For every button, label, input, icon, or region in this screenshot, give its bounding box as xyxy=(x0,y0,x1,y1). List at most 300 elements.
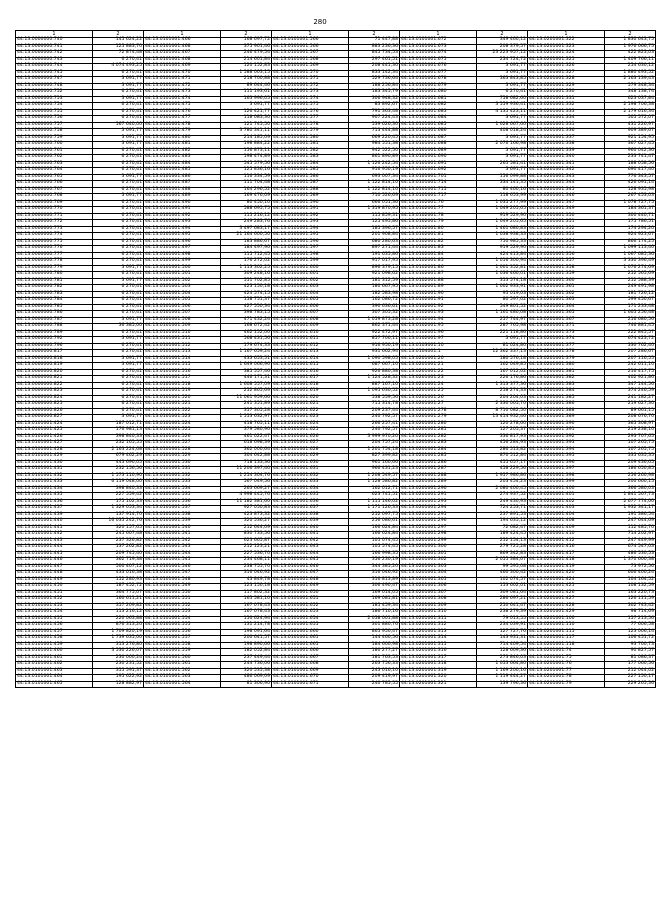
cadastral-value-cell: 961 160,66 xyxy=(349,460,400,467)
cadastral-value-cell: 690 417,40 xyxy=(605,168,656,175)
cadastral-value-cell: 246 479,54 xyxy=(221,51,272,58)
cadastral-value-cell: 256 086,61 xyxy=(349,519,400,526)
cadastral-number-cell: 44:13:0201001:382 xyxy=(528,376,605,383)
cadastral-value-cell: 6 270,41 xyxy=(93,57,144,64)
cadastral-value-cell: 169 014,05 xyxy=(349,590,400,597)
cadastral-number-cell: 44:13:0101001:430 xyxy=(16,460,93,467)
cadastral-number-cell: 44:13:0101001:448 xyxy=(16,571,93,578)
cadastral-number-cell: 44:13:0000000:825 xyxy=(16,402,93,409)
cadastral-value-cell: 1 124 528,32 xyxy=(349,376,400,383)
cadastral-value-cell: 89 644,46 xyxy=(221,83,272,90)
cadastral-value-cell: 157 213,56 xyxy=(605,616,656,623)
cadastral-number-cell: 44:13:0201001:350 xyxy=(528,213,605,220)
cadastral-number-cell: 44:13:0101001:562 xyxy=(144,668,221,675)
cadastral-number-cell: 44:13:0101001:488 xyxy=(144,187,221,194)
cadastral-value-cell: 212 044,02 xyxy=(605,668,656,675)
cadastral-number-cell: 44:13:0101001:514 xyxy=(144,356,221,363)
cadastral-number-cell: 44:13:0000000:745 xyxy=(16,70,93,77)
cadastral-number-cell: 44:13:0201001:419 xyxy=(528,564,605,571)
cadastral-value-cell: 4 074 493,25 xyxy=(93,64,144,71)
cadastral-value-cell: 137 262,82 xyxy=(93,545,144,552)
cadastral-number-cell: 44:13:0201001:359 xyxy=(528,272,605,279)
cadastral-number-cell: 44:13:0101001:631 xyxy=(272,467,349,474)
cadastral-value-cell: 247 644,69 xyxy=(605,519,656,526)
cadastral-value-cell: 79 013,55 xyxy=(477,616,528,623)
cadastral-number-cell: 44:13:0201001:21 xyxy=(400,363,477,370)
cadastral-value-cell: 116 334,59 xyxy=(221,174,272,181)
cadastral-number-cell: 44:13:0101001:628 xyxy=(272,447,349,454)
cadastral-number-cell: 44:13:0000000:775 xyxy=(16,239,93,246)
cadastral-value-cell: 422 823,03 xyxy=(605,51,656,58)
cadastral-number-cell: 44:13:0101001:584 xyxy=(272,161,349,168)
cadastral-value-cell: 966 431,23 xyxy=(349,467,400,474)
cadastral-number-cell: 44:13:0000000:774 xyxy=(16,233,93,240)
cadastral-value-cell: 222 845,57 xyxy=(605,330,656,337)
cadastral-number-cell: 44:13:0201001:77 xyxy=(528,668,605,675)
cadastral-number-cell: 44:13:0101001:534 xyxy=(144,486,221,493)
cadastral-number-cell: 44:13:0101001:633 xyxy=(272,480,349,487)
cadastral-value-cell: 105 574,45 xyxy=(349,545,400,552)
cadastral-number-cell: 44:13:0101001:444 xyxy=(16,545,93,552)
cadastral-value-cell: 924 923,67 xyxy=(605,233,656,240)
cadastral-number-cell: 44:13:0201001:300 xyxy=(400,545,477,552)
cadastral-number-cell: 44:13:0101001:591 xyxy=(272,207,349,214)
cadastral-number-cell: 44:13:0101001:525 xyxy=(144,428,221,435)
cadastral-value-cell: 121 745,50 xyxy=(221,122,272,129)
cadastral-value-cell: 3 691,77 xyxy=(93,142,144,149)
cadastral-value-cell: 180 576,18 xyxy=(477,356,528,363)
cadastral-value-cell: 234 039,91 xyxy=(477,623,528,630)
cadastral-number-cell: 44:13:0201001:343 xyxy=(528,174,605,181)
cadastral-value-cell: 6 270,41 xyxy=(93,226,144,233)
header-cell: 2 xyxy=(221,31,272,38)
cadastral-value-cell: 98 714,69 xyxy=(605,610,656,617)
cadastral-number-cell: 44:13:0101001:439 xyxy=(16,512,93,519)
cadastral-value-cell: 6 270,41 xyxy=(93,246,144,253)
cadastral-number-cell: 44:13:0101001:529 xyxy=(144,454,221,461)
cadastral-number-cell: 44:13:0201001:403 xyxy=(528,506,605,513)
cadastral-value-cell: 713 444,88 xyxy=(349,129,400,136)
cadastral-value-cell: 220 063,88 xyxy=(93,616,144,623)
cadastral-value-cell: 674 547,03 xyxy=(605,545,656,552)
cadastral-number-cell: 44:13:0000000:748 xyxy=(16,83,93,90)
cadastral-number-cell: 44:13:0102001:81 xyxy=(400,233,477,240)
cadastral-value-cell: 115 216,12 xyxy=(221,213,272,220)
cadastral-value-cell: 6 270,41 xyxy=(93,213,144,220)
cadastral-value-cell: 1 605 256,48 xyxy=(605,311,656,318)
cadastral-value-cell: 286 513,82 xyxy=(477,447,528,454)
cadastral-value-cell: 3 691,77 xyxy=(93,194,144,201)
cadastral-value-cell: 356 230,19 xyxy=(349,558,400,565)
cadastral-value-cell: 833 142,34 xyxy=(349,70,400,77)
cadastral-value-cell: 374 246,59 xyxy=(605,389,656,396)
cadastral-value-cell: 424 413,84 xyxy=(477,252,528,259)
cadastral-number-cell: 44:13:0201001:278 xyxy=(400,408,477,415)
cadastral-number-cell: 44:13:0102001:80 xyxy=(400,226,477,233)
cadastral-value-cell: 791 363,48 xyxy=(349,109,400,116)
cadastral-number-cell: 44:13:0101001:535 xyxy=(144,493,221,500)
cadastral-value-cell: 216 680,56 xyxy=(605,317,656,324)
cadastral-number-cell: 44:13:0201001:391 xyxy=(528,428,605,435)
cadastral-value-cell: 1 649 066,96 xyxy=(221,363,272,370)
cadastral-value-cell: 6 270,41 xyxy=(93,402,144,409)
cadastral-number-cell: 44:13:0101001:451 xyxy=(16,590,93,597)
cadastral-number-cell: 44:13:0201001:79 xyxy=(528,681,605,688)
cadastral-value-cell: 184 361,37 xyxy=(605,207,656,214)
cadastral-number-cell: 44:13:0101001:566 xyxy=(272,44,349,51)
cadastral-number-cell: 44:13:0000000:766 xyxy=(16,181,93,188)
cadastral-number-cell: 44:13:0201001:399 xyxy=(528,480,605,487)
cadastral-number-cell: 44:13:0101001:443 xyxy=(16,538,93,545)
cadastral-number-cell: 44:13:0000000:827 xyxy=(16,415,93,422)
cadastral-number-cell: 44:13:0101001:435 xyxy=(16,493,93,500)
cadastral-number-cell: 44:13:0101001:487 xyxy=(144,181,221,188)
cadastral-number-cell: 44:13:0201001:295 xyxy=(400,512,477,519)
cadastral-value-cell: 390 636,61 xyxy=(349,304,400,311)
cadastral-value-cell: 6 270,41 xyxy=(93,70,144,77)
cadastral-number-cell: 44:13:0201001:341 xyxy=(528,161,605,168)
cadastral-value-cell: 279 725,28 xyxy=(477,545,528,552)
cadastral-value-cell: 3 691,77 xyxy=(477,116,528,123)
cadastral-number-cell: 44:13:0201001:380 xyxy=(528,363,605,370)
cadastral-value-cell: 931 662,94 xyxy=(349,350,400,357)
cadastral-value-cell: 274 937,52 xyxy=(477,493,528,500)
cadastral-value-cell: 81 306,90 xyxy=(221,681,272,688)
cadastral-number-cell: 44:13:0201001:385 xyxy=(528,395,605,402)
cadastral-number-cell: 44:13:0101001:456 xyxy=(16,623,93,630)
cadastral-value-cell: 623 741,51 xyxy=(349,493,400,500)
cadastral-number-cell: 44:13:0000000:788 xyxy=(16,324,93,331)
cadastral-value-cell: 680 280,63 xyxy=(349,239,400,246)
cadastral-number-cell: 44:13:0101001:536 xyxy=(144,499,221,506)
cadastral-number-cell: 44:13:0101001:665 xyxy=(272,642,349,649)
cadastral-value-cell: 750 985,33 xyxy=(477,239,528,246)
cadastral-number-cell: 44:13:0201001:294 xyxy=(400,506,477,513)
cadastral-number-cell: 44:13:0101001:471 xyxy=(144,77,221,84)
cadastral-value-cell: 207 116,55 xyxy=(605,356,656,363)
cadastral-number-cell: 44:13:0201001:301 xyxy=(400,551,477,558)
cadastral-number-cell: 44:13:0000000:741 xyxy=(16,44,93,51)
cadastral-number-cell: 44:13:0201001:330 xyxy=(528,90,605,97)
cadastral-number-cell: 44:13:0000000:765 xyxy=(16,174,93,181)
cadastral-value-cell: 1 957 986,86 xyxy=(477,473,528,480)
cadastral-value-cell: 776 343,57 xyxy=(605,174,656,181)
cadastral-value-cell: 669 220,45 xyxy=(349,135,400,142)
cadastral-value-cell: 209 419,97 xyxy=(349,675,400,682)
cadastral-number-cell: 44:13:0101001:556 xyxy=(144,629,221,636)
cadastral-number-cell: 44:13:0101001:647 xyxy=(272,571,349,578)
cadastral-value-cell: 21 164 600,50 xyxy=(221,233,272,240)
cadastral-number-cell: 44:13:0101001:576 xyxy=(272,109,349,116)
cadastral-number-cell: 44:13:0201001:310 xyxy=(400,610,477,617)
cadastral-value-cell: 334 141,35 xyxy=(477,181,528,188)
cadastral-number-cell: 44:13:0101001:566 xyxy=(272,38,349,45)
cadastral-value-cell: 461 022,47 xyxy=(221,434,272,441)
cadastral-number-cell: 44:13:0101001:507 xyxy=(144,311,221,318)
cadastral-number-cell: 44:13:0101001:569 xyxy=(272,64,349,71)
cadastral-number-cell: 44:13:0101001:627 xyxy=(272,441,349,448)
cadastral-value-cell: 830 733,56 xyxy=(221,532,272,539)
cadastral-number-cell: 44:13:0101001:671 xyxy=(272,681,349,688)
cadastral-number-cell: 44:13:0101001:589 xyxy=(272,194,349,201)
cadastral-value-cell: 1 122 814,10 xyxy=(349,187,400,194)
cadastral-value-cell: 758 682,60 xyxy=(477,96,528,103)
cadastral-number-cell: 44:13:0201001:418 xyxy=(528,558,605,565)
cadastral-value-cell: 186 710,16 xyxy=(349,610,400,617)
cadastral-value-cell: 1 709 820,19 xyxy=(93,629,144,636)
cadastral-number-cell: 44:13:0101001:497 xyxy=(144,246,221,253)
cadastral-value-cell: 169 081,81 xyxy=(349,597,400,604)
cadastral-value-cell: 156 099,88 xyxy=(477,174,528,181)
cadastral-number-cell: 44:13:0101001:680 xyxy=(400,90,477,97)
cadastral-value-cell: 185 396,57 xyxy=(349,226,400,233)
cadastral-value-cell: 746 881,45 xyxy=(605,324,656,331)
cadastral-number-cell: 44:13:0201001:420 xyxy=(528,571,605,578)
cadastral-value-cell: 718 133,36 xyxy=(221,460,272,467)
cadastral-number-cell: 44:13:0201001:428 xyxy=(528,603,605,610)
cadastral-value-cell: 257 744,97 xyxy=(477,317,528,324)
cadastral-value-cell: 233 741,47 xyxy=(605,155,656,162)
cadastral-value-cell: 113 216,12 xyxy=(93,610,144,617)
cadastral-value-cell: 112 485,70 xyxy=(605,525,656,532)
cadastral-value-cell: 126 421,77 xyxy=(221,109,272,116)
cadastral-value-cell: 6 270,41 xyxy=(93,350,144,357)
cadastral-number-cell: 44:13:0201001:363 xyxy=(528,298,605,305)
cadastral-value-cell: 227 150,17 xyxy=(605,675,656,682)
cadastral-number-cell: 44:13:0101001:558 xyxy=(144,642,221,649)
cadastral-number-cell: 44:13:0101001:481 xyxy=(144,142,221,149)
cadastral-value-cell: 139 796,36 xyxy=(477,681,528,688)
cadastral-number-cell: 44:13:0102001:83 xyxy=(400,246,477,253)
cadastral-number-cell: 44:13:0102001:82 xyxy=(400,239,477,246)
cadastral-value-cell: 169 476,09 xyxy=(221,194,272,201)
cadastral-value-cell: 551 702,85 xyxy=(221,278,272,285)
cadastral-value-cell: 2 677 774,00 xyxy=(605,499,656,506)
cadastral-value-cell: 204 204,03 xyxy=(477,395,528,402)
cadastral-number-cell: 44:13:0101001:505 xyxy=(144,298,221,305)
cadastral-value-cell: 1 078 727,75 xyxy=(605,200,656,207)
cadastral-value-cell: 207 286,67 xyxy=(605,350,656,357)
cadastral-number-cell: 44:13:0102001:87 xyxy=(400,272,477,279)
cadastral-value-cell: 426 091,14 xyxy=(605,181,656,188)
cadastral-value-cell: 234 724,72 xyxy=(477,57,528,64)
cadastral-number-cell: 44:13:0000000:773 xyxy=(16,226,93,233)
cadastral-number-cell: 44:13:0101001:619 xyxy=(272,389,349,396)
cadastral-number-cell: 44:13:0101001:686 xyxy=(400,129,477,136)
cadastral-number-cell: 44:13:0201001:321 xyxy=(400,681,477,688)
cadastral-value-cell: 316 813,89 xyxy=(349,577,400,584)
cadastral-value-cell: 921 098,62 xyxy=(349,272,400,279)
cadastral-value-cell: 6 270,41 xyxy=(93,252,144,259)
cadastral-number-cell: 44:13:0101001:545 xyxy=(144,558,221,565)
cadastral-value-cell: 3 691,77 xyxy=(93,363,144,370)
cadastral-value-cell: 209 436,65 xyxy=(605,460,656,467)
header-cell: 2 xyxy=(605,31,656,38)
cadastral-value-cell: 3 691,77 xyxy=(93,337,144,344)
cadastral-number-cell: 44:13:0000000:757 xyxy=(16,122,93,129)
cadastral-number-cell: 44:13:0201001:74 xyxy=(528,649,605,656)
cadastral-number-cell: 44:13:0201001:342 xyxy=(528,168,605,175)
cadastral-value-cell: 189 424,45 xyxy=(477,532,528,539)
cadastral-number-cell: 44:13:0101001:484 xyxy=(144,161,221,168)
cadastral-number-cell: 44:13:0000000:747 xyxy=(16,77,93,84)
cadastral-number-cell: 44:13:0101001:437 xyxy=(16,506,93,513)
cadastral-number-cell: 44:13:0101001:668 xyxy=(272,662,349,669)
cadastral-value-cell: 398 840,33 xyxy=(93,434,144,441)
cadastral-value-cell: 500 407,12 xyxy=(93,564,144,571)
cadastral-value-cell: 307 305,32 xyxy=(349,311,400,318)
cadastral-number-cell: 44:13:0101001:482 xyxy=(144,148,221,155)
cadastral-number-cell: 44:13:0102001:97 xyxy=(400,337,477,344)
cadastral-value-cell: 6 270,41 xyxy=(93,291,144,298)
cadastral-value-cell: 1 553 632,97 xyxy=(221,415,272,422)
cadastral-number-cell: 44:13:0201001:356 xyxy=(528,252,605,259)
cadastral-number-cell: 44:13:0101001:491 xyxy=(144,207,221,214)
cadastral-value-cell: 984 551,38 xyxy=(349,142,400,149)
cadastral-value-cell: 1 254 304,76 xyxy=(221,473,272,480)
cadastral-number-cell: 44:13:0101001:610 xyxy=(272,330,349,337)
cadastral-value-cell: 1 208 549,57 xyxy=(349,473,400,480)
cadastral-number-cell: 44:13:0101001:559 xyxy=(144,649,221,656)
cadastral-value-cell: 106 451,72 xyxy=(605,636,656,643)
cadastral-number-cell: 44:13:0101001:612 xyxy=(272,343,349,350)
cadastral-value-cell: 125 836,16 xyxy=(221,168,272,175)
cadastral-value-cell: 200 660,15 xyxy=(605,480,656,487)
cadastral-number-cell: 44:13:0101001:581 xyxy=(272,142,349,149)
cadastral-number-cell: 44:13:0000000:743 xyxy=(16,57,93,64)
header-cell: 1 xyxy=(528,31,605,38)
cadastral-number-cell: 44:13:0201001:352 xyxy=(528,226,605,233)
cadastral-value-cell: 238 279,39 xyxy=(477,610,528,617)
cadastral-number-cell: 44:13:0201001:325 xyxy=(528,57,605,64)
cadastral-value-cell: 623 665,87 xyxy=(221,538,272,545)
cadastral-value-cell: 1 016 300,94 xyxy=(477,259,528,266)
cadastral-value-cell: 184 600,98 xyxy=(349,642,400,649)
cadastral-value-cell: 240 792,57 xyxy=(349,428,400,435)
cadastral-number-cell: 44:13:0101001:532 xyxy=(144,473,221,480)
cadastral-value-cell: 693 007,34 xyxy=(349,174,400,181)
cadastral-value-cell: 273 846,03 xyxy=(477,655,528,662)
cadastral-number-cell: 44:13:0101001:641 xyxy=(272,532,349,539)
cadastral-value-cell: 176 272,02 xyxy=(221,259,272,266)
cadastral-value-cell: 6 270,41 xyxy=(93,311,144,318)
cadastral-number-cell: 44:13:0201001:322 xyxy=(528,38,605,45)
cadastral-value-cell: 234 468,11 xyxy=(221,558,272,565)
cadastral-number-cell: 44:13:0101001:593 xyxy=(272,220,349,227)
cadastral-number-cell: 44:13:0201001:285 xyxy=(400,454,477,461)
cadastral-value-cell: 907 224,43 xyxy=(349,116,400,123)
cadastral-number-cell: 44:13:0201001:401 xyxy=(528,493,605,500)
cadastral-value-cell: 320 535,38 xyxy=(221,668,272,675)
cadastral-value-cell: 1 169 200,16 xyxy=(477,668,528,675)
cadastral-number-cell: 44:13:0201001:424 xyxy=(528,577,605,584)
cadastral-value-cell: 184 497,90 xyxy=(221,246,272,253)
cadastral-number-cell: 44:13:0000000:764 xyxy=(16,168,93,175)
cadastral-number-cell: 44:13:0201001:390 xyxy=(528,421,605,428)
cadastral-number-cell: 44:13:0101001:518 xyxy=(144,382,221,389)
cadastral-value-cell: 198 474,89 xyxy=(221,155,272,162)
cadastral-value-cell: 232 156,56 xyxy=(93,467,144,474)
cadastral-number-cell: 44:13:0201001:286 xyxy=(400,460,477,467)
cadastral-value-cell: 171 233,48 xyxy=(605,304,656,311)
cadastral-value-cell: 167 012,02 xyxy=(477,369,528,376)
cadastral-value-cell: 150 624,94 xyxy=(221,616,272,623)
cadastral-number-cell: 44:13:0201001:337 xyxy=(528,135,605,142)
cadastral-value-cell: 398 840,33 xyxy=(93,486,144,493)
cadastral-value-cell: 2 055 384,07 xyxy=(477,558,528,565)
cadastral-number-cell: 44:13:0102001:88 xyxy=(400,278,477,285)
cadastral-number-cell: 44:13:0101001:440 xyxy=(16,519,93,526)
cadastral-number-cell: 44:13:0101001:669 xyxy=(272,668,349,675)
cadastral-value-cell: 152 280,93 xyxy=(93,577,144,584)
cadastral-value-cell: 3 497 683,17 xyxy=(221,226,272,233)
cadastral-number-cell: 44:13:0201001:373 xyxy=(528,330,605,337)
cadastral-number-cell: 44:13:0201001:283 xyxy=(400,441,477,448)
cadastral-value-cell: 163 996,05 xyxy=(221,96,272,103)
cadastral-number-cell: 44:13:0201001:281 xyxy=(400,428,477,435)
cadastral-number-cell: 44:13:0102001:96 xyxy=(400,330,477,337)
cadastral-value-cell: 1 059 873,28 xyxy=(349,317,400,324)
cadastral-value-cell: 245 607,48 xyxy=(93,532,144,539)
cadastral-number-cell: 44:13:0000000:756 xyxy=(16,116,93,123)
cadastral-number-cell: 44:13:0101001:602 xyxy=(272,278,349,285)
cadastral-value-cell: 1 090 598,05 xyxy=(349,356,400,363)
cadastral-number-cell: 44:13:0101001:579 xyxy=(272,129,349,136)
cadastral-number-cell: 44:13:0101001:692 xyxy=(400,168,477,175)
cadastral-value-cell: 81 024,80 xyxy=(477,343,528,350)
cadastral-number-cell: 44:13:0000000:763 xyxy=(16,161,93,168)
cadastral-value-cell: 166 624,84 xyxy=(349,532,400,539)
cadastral-value-cell: 363 843,85 xyxy=(477,77,528,84)
cadastral-value-cell: 348 138,74 xyxy=(605,90,656,97)
cadastral-value-cell: 443 690,05 xyxy=(93,460,144,467)
cadastral-value-cell: 866 174,25 xyxy=(605,239,656,246)
cadastral-number-cell: 44:13:0101001:486 xyxy=(144,174,221,181)
cadastral-value-cell: 241 351,89 xyxy=(221,402,272,409)
cadastral-number-cell: 44:13:0201001:346 xyxy=(528,194,605,201)
cadastral-value-cell: 1 370 600,38 xyxy=(605,558,656,565)
cadastral-number-cell: 44:13:0201001:374 xyxy=(528,337,605,344)
cadastral-number-cell: 44:13:0102001:95 xyxy=(400,324,477,331)
cadastral-value-cell: 242 611,10 xyxy=(605,363,656,370)
cadastral-value-cell: 666 051,36 xyxy=(349,200,400,207)
cadastral-number-cell: 44:13:0101001:590 xyxy=(272,200,349,207)
cadastral-value-cell: 6 270,41 xyxy=(93,239,144,246)
cadastral-value-cell: 6 270,41 xyxy=(93,187,144,194)
cadastral-number-cell: 44:13:0101001:520 xyxy=(144,395,221,402)
cadastral-number-cell: 44:13:0101001:468 xyxy=(144,57,221,64)
cadastral-value-cell: 244 736,06 xyxy=(221,662,272,669)
cadastral-value-cell: 181 312,59 xyxy=(349,278,400,285)
cadastral-value-cell: 3 691,77 xyxy=(93,415,144,422)
cadastral-number-cell: 44:13:0101001:498 xyxy=(144,252,221,259)
cadastral-number-cell: 44:13:0201001:24 xyxy=(400,382,477,389)
cadastral-value-cell: 460 300,42 xyxy=(477,571,528,578)
cadastral-value-cell: 256 260,98 xyxy=(605,473,656,480)
cadastral-value-cell: 909 389,67 xyxy=(605,129,656,136)
cadastral-number-cell: 44:13:0101001:515 xyxy=(144,363,221,370)
cadastral-value-cell: 181 726,12 xyxy=(605,291,656,298)
cadastral-value-cell: 208 676,70 xyxy=(605,415,656,422)
cadastral-number-cell: 44:13:0201001:299 xyxy=(400,538,477,545)
cadastral-number-cell: 44:13:0101001:477 xyxy=(144,116,221,123)
cadastral-number-cell: 44:13:0201001:320 xyxy=(400,675,477,682)
cadastral-number-cell: 44:13:0201001:386 xyxy=(528,402,605,409)
cadastral-value-cell: 8 710 082,50 xyxy=(477,408,528,415)
cadastral-value-cell: 128 882,97 xyxy=(93,681,144,688)
cadastral-number-cell: 44:13:0102001:84 xyxy=(400,252,477,259)
cadastral-number-cell: 44:13:0101001:567 xyxy=(272,51,349,58)
